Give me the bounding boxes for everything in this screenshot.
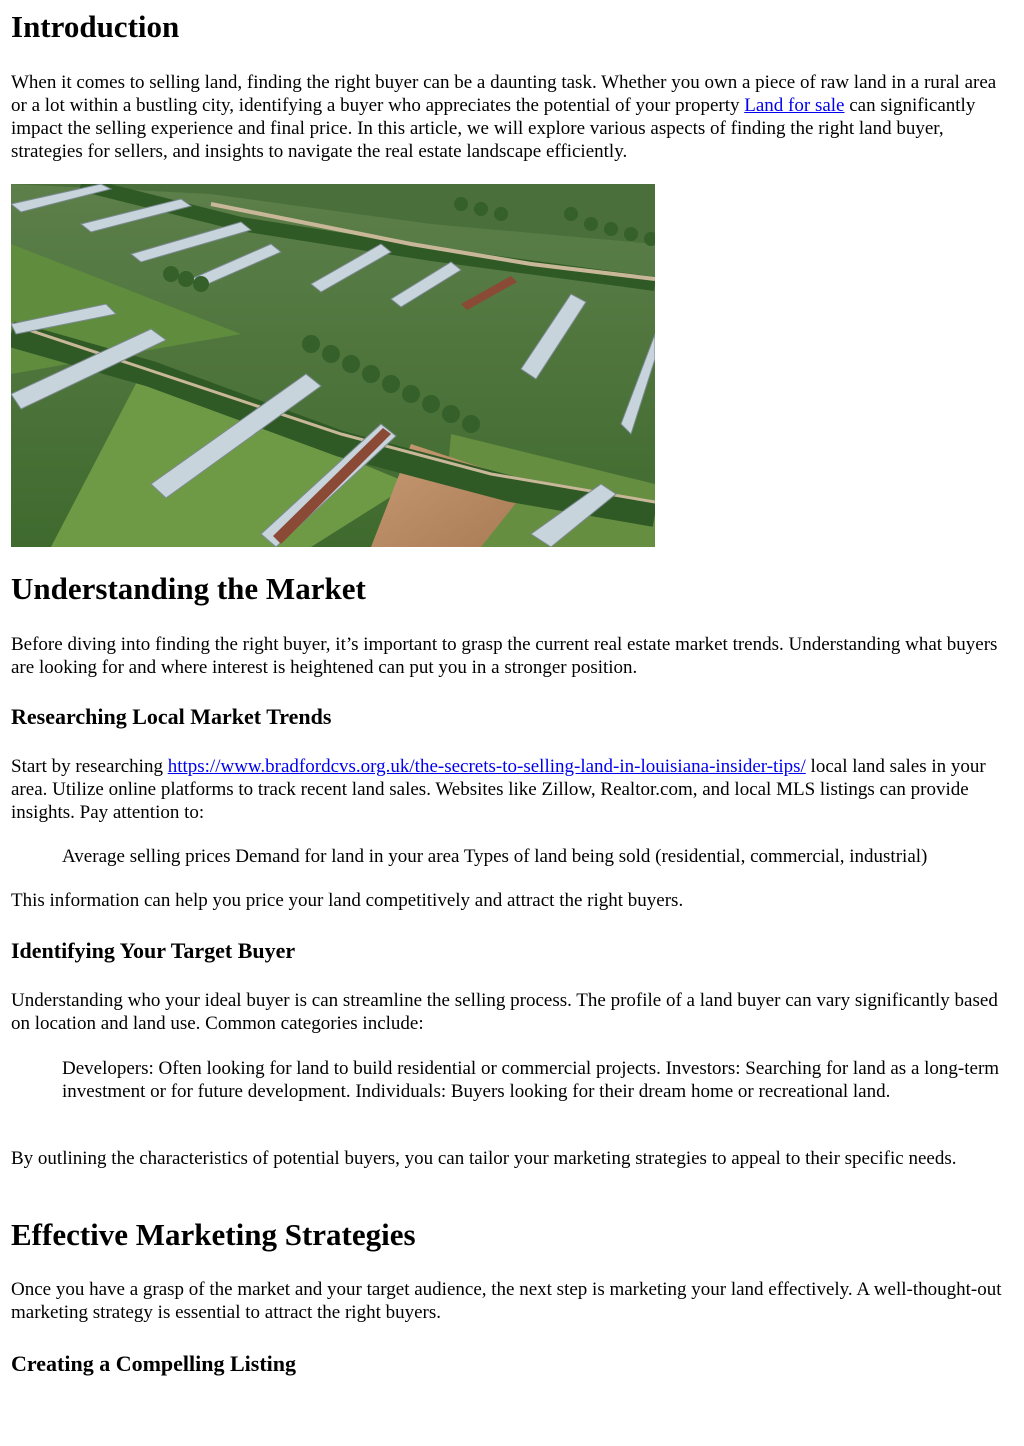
heading-target-buyer: Identifying Your Target Buyer bbox=[11, 938, 296, 963]
research-text-2: local land sales in your area. Utilize online platforms to track recent land sales. Websites like Zillow, Realtor.com, and local MLS listings can provide insights. Pay attention to: bbox=[11, 756, 986, 823]
heading-understanding-market: Understanding the Market bbox=[11, 571, 366, 606]
research-list: Average selling prices Demand for land in your area Types of land being sold (residential, commercial, industrial) bbox=[62, 846, 928, 867]
intro-text-1: When it comes to selling land, finding the right buyer can be a daunting task. Whether you own a piece of raw land in a rural area or a lot within a bustling city, identifying a buyer who appreciates the potential of your property bbox=[11, 72, 997, 116]
heading-researching-trends: Researching Local Market Trends bbox=[11, 704, 332, 729]
marketing-paragraph: Once you have a grasp of the market and your target audience, the next step is marketing your land effectively. A well-thought-out marketing strategy is essential to attract the right buyers. bbox=[11, 1279, 1002, 1323]
target-after-paragraph: By outlining the characteristics of potential buyers, you can tailor your marketing strategies to appeal to their specific needs. bbox=[11, 1148, 957, 1169]
research-paragraph bbox=[11, 755, 1016, 824]
intro-text-2: can significantly impact the selling experience and final price. In this article, we will explore various aspects of finding the right land buyer, strategies for sellers, and insights to navigate the real estate landscape efficiently. bbox=[11, 95, 976, 162]
aerial-farmland-image bbox=[11, 184, 655, 547]
target-paragraph: Understanding who your ideal buyer is can streamline the selling process. The profile of a land buyer can vary significantly based on location and land use. Common categories include: bbox=[11, 990, 998, 1034]
heading-marketing-strategies: Effective Marketing Strategies bbox=[11, 1217, 416, 1252]
research-after-paragraph: This information can help you price your land competitively and attract the right buyers. bbox=[11, 890, 684, 911]
market-paragraph: Before diving into finding the right buyer, it’s important to grasp the current real estate market trends. Understanding what buyers are looking for and where interest is heightened can put you in a stronger position. bbox=[11, 634, 998, 678]
bradfordcvs-link[interactable]: https://www.bradfordcvs.org.uk/the-secrets-to-selling-land-in-louisiana-insider-tips/ bbox=[167, 756, 806, 777]
research-text-1: Start by researching bbox=[11, 756, 168, 777]
heading-introduction: Introduction bbox=[11, 9, 180, 44]
target-list: Developers: Often looking for land to build residential or commercial projects. Investors: Searching for land as a long-term investment or for future development. Individuals: Buyers looking for their dream home or recreational land. bbox=[62, 1058, 1000, 1102]
land-for-sale-link[interactable]: Land for sale bbox=[744, 95, 845, 116]
intro-paragraph bbox=[11, 71, 1016, 163]
heading-compelling-listing: Creating a Compelling Listing bbox=[11, 1351, 297, 1376]
